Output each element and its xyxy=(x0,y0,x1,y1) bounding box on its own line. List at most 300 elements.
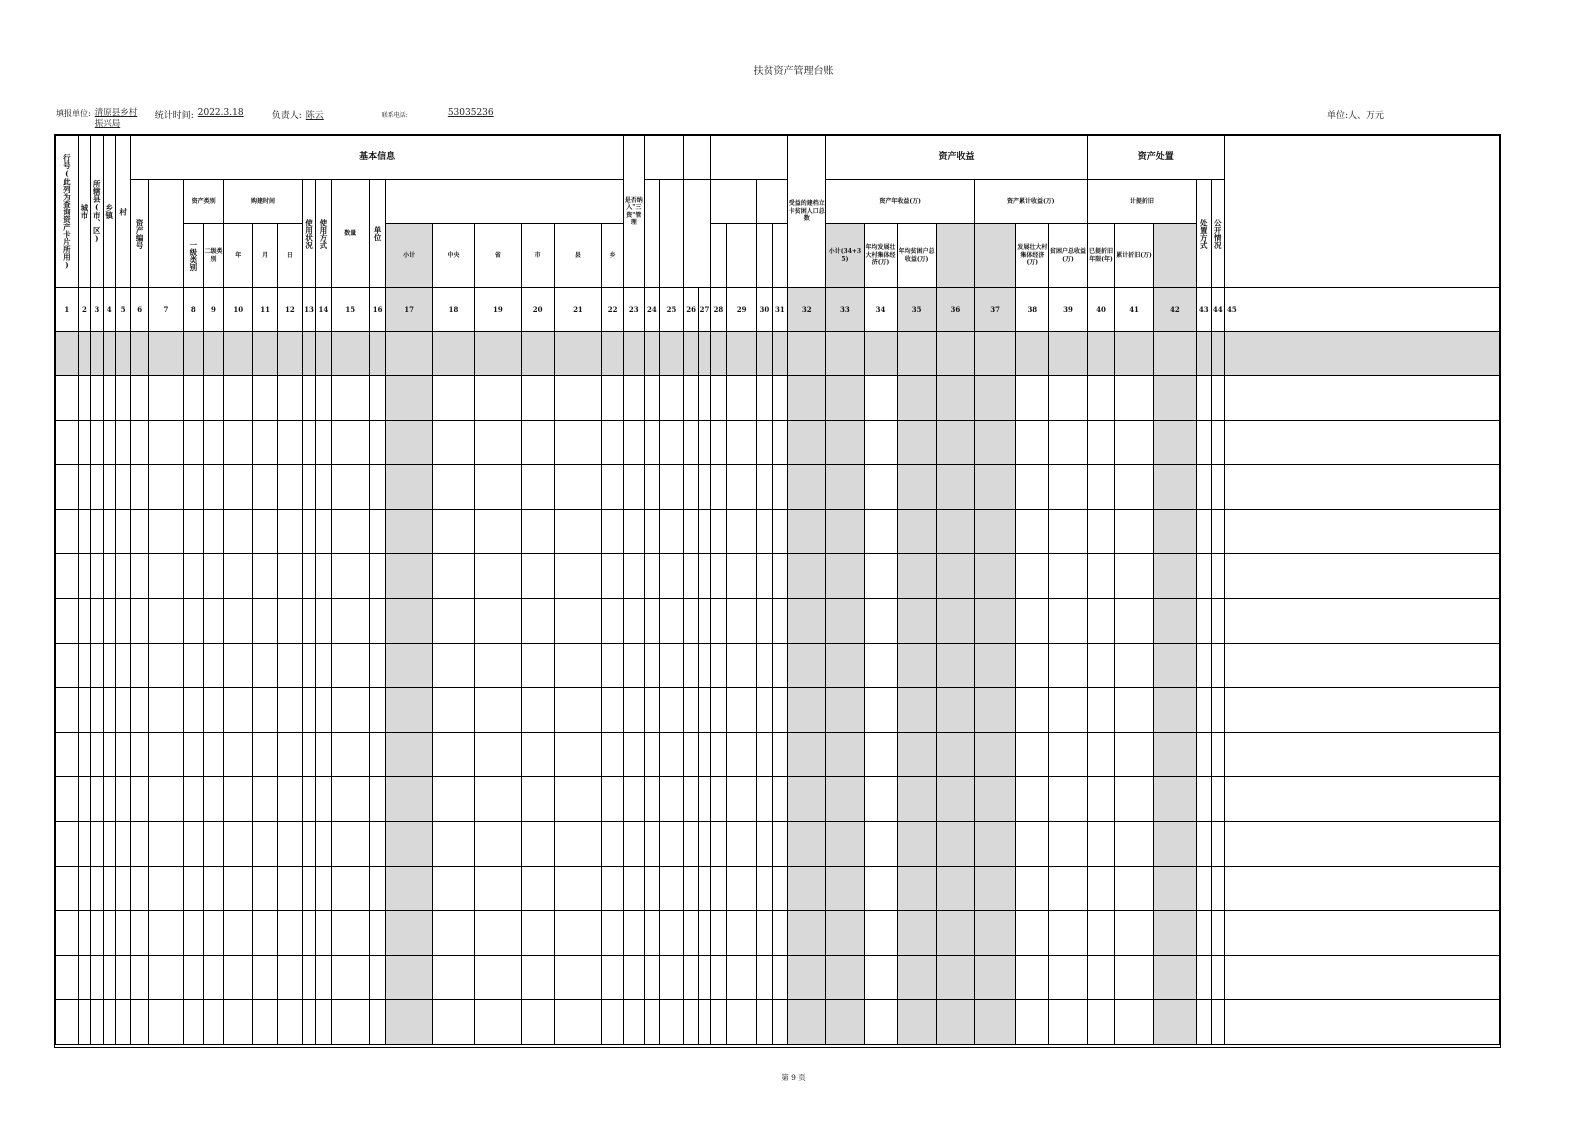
table-cell xyxy=(788,509,826,554)
table-cell xyxy=(757,1000,772,1045)
table-cell xyxy=(432,643,474,688)
table-cell xyxy=(644,465,659,510)
table-row xyxy=(56,376,1500,421)
table-cell xyxy=(203,554,224,599)
table-cell xyxy=(1049,643,1087,688)
table-cell xyxy=(1224,465,1499,510)
column-number: 32 xyxy=(788,288,826,332)
table-cell xyxy=(554,732,602,777)
table-cell xyxy=(316,465,331,510)
table-cell xyxy=(699,1000,710,1045)
hdr-cum-sub xyxy=(975,224,1016,288)
table-cell xyxy=(316,509,331,554)
table-cell xyxy=(1224,688,1499,733)
table-cell xyxy=(277,420,302,465)
total-cell xyxy=(554,332,602,376)
table-cell xyxy=(1211,643,1224,688)
table-cell xyxy=(772,598,787,643)
total-cell xyxy=(1049,332,1087,376)
table-cell xyxy=(78,866,90,911)
table-cell xyxy=(253,866,278,911)
table-cell xyxy=(660,955,684,1000)
table-cell xyxy=(277,1000,302,1045)
table-cell xyxy=(369,866,386,911)
table-cell xyxy=(91,955,103,1000)
table-cell xyxy=(224,420,253,465)
table-cell xyxy=(203,955,224,1000)
table-cell xyxy=(975,732,1016,777)
table-row xyxy=(56,643,1500,688)
hdr-dep-cum: 累计折旧(万) xyxy=(1115,224,1153,288)
column-number: 25 xyxy=(660,288,684,332)
table-cell xyxy=(975,509,1016,554)
column-number: 42 xyxy=(1153,288,1196,332)
table-cell xyxy=(91,465,103,510)
column-number: 9 xyxy=(203,288,224,332)
total-cell xyxy=(369,332,386,376)
table-cell xyxy=(115,420,130,465)
table-cell xyxy=(1115,732,1153,777)
table-cell xyxy=(91,509,103,554)
table-cell xyxy=(826,465,864,510)
table-cell xyxy=(103,955,115,1000)
table-cell xyxy=(253,420,278,465)
table-cell xyxy=(475,598,521,643)
table-cell xyxy=(1197,732,1211,777)
column-number: 37 xyxy=(975,288,1016,332)
table-cell xyxy=(975,376,1016,421)
table-cell xyxy=(224,732,253,777)
table-cell xyxy=(1016,1000,1049,1045)
total-cell xyxy=(148,332,183,376)
hdr-op-type xyxy=(710,224,727,288)
table-cell xyxy=(253,688,278,733)
column-number: 14 xyxy=(316,288,331,332)
table-cell xyxy=(936,732,974,777)
total-cell xyxy=(56,332,79,376)
table-cell xyxy=(699,866,710,911)
table-cell xyxy=(1197,554,1211,599)
table-cell xyxy=(864,777,897,822)
table-cell xyxy=(554,376,602,421)
table-cell xyxy=(369,732,386,777)
table-cell xyxy=(897,509,936,554)
table-cell xyxy=(253,777,278,822)
table-cell xyxy=(864,643,897,688)
table-cell xyxy=(148,1000,183,1045)
table-cell xyxy=(683,911,698,956)
column-number: 2 xyxy=(78,288,90,332)
table-cell xyxy=(316,777,331,822)
column-number: 22 xyxy=(602,288,624,332)
table-cell xyxy=(772,420,787,465)
table-row xyxy=(56,688,1500,733)
table-row xyxy=(56,955,1500,1000)
table-cell xyxy=(277,911,302,956)
table-cell xyxy=(644,554,659,599)
table-cell xyxy=(56,643,79,688)
table-cell xyxy=(475,509,521,554)
table-cell xyxy=(316,866,331,911)
table-cell xyxy=(554,866,602,911)
table-cell xyxy=(131,598,149,643)
table-cell xyxy=(203,509,224,554)
total-cell xyxy=(203,332,224,376)
table-cell xyxy=(1016,509,1049,554)
table-cell xyxy=(56,732,79,777)
table-cell xyxy=(277,598,302,643)
table-cell xyxy=(475,688,521,733)
table-cell xyxy=(710,732,727,777)
table-cell xyxy=(1211,376,1224,421)
table-cell xyxy=(103,777,115,822)
table-cell xyxy=(432,376,474,421)
hdr-type1: 一级类别 xyxy=(184,224,204,288)
table-cell xyxy=(699,509,710,554)
table-cell xyxy=(475,866,521,911)
table-cell xyxy=(203,465,224,510)
table-cell xyxy=(1049,376,1087,421)
table-cell xyxy=(184,821,204,866)
table-cell xyxy=(897,911,936,956)
table-cell xyxy=(826,598,864,643)
table-cell xyxy=(331,465,369,510)
table-cell xyxy=(1224,911,1499,956)
table-cell xyxy=(788,777,826,822)
table-cell xyxy=(103,911,115,956)
table-cell xyxy=(772,821,787,866)
table-cell xyxy=(184,1000,204,1045)
table-cell xyxy=(184,866,204,911)
table-cell xyxy=(386,420,432,465)
table-cell xyxy=(683,866,698,911)
table-cell xyxy=(1197,509,1211,554)
table-cell xyxy=(644,777,659,822)
table-cell xyxy=(727,955,757,1000)
table-cell xyxy=(602,688,624,733)
table-cell xyxy=(727,688,757,733)
table-cell xyxy=(772,955,787,1000)
table-cell xyxy=(148,554,183,599)
table-cell xyxy=(386,911,432,956)
table-cell xyxy=(1115,643,1153,688)
table-cell xyxy=(184,955,204,1000)
table-cell xyxy=(78,554,90,599)
table-cell xyxy=(699,821,710,866)
table-cell xyxy=(1087,1000,1115,1045)
hdr-maint-entity xyxy=(757,180,788,224)
table-cell xyxy=(864,866,897,911)
table-cell xyxy=(224,777,253,822)
table-cell xyxy=(757,911,772,956)
table-cell xyxy=(253,955,278,1000)
table-cell xyxy=(432,688,474,733)
total-cell xyxy=(699,332,710,376)
table-cell xyxy=(1153,732,1196,777)
column-number: 35 xyxy=(897,288,936,332)
table-cell xyxy=(432,911,474,956)
table-cell xyxy=(78,732,90,777)
total-cell xyxy=(1224,332,1499,376)
table-cell xyxy=(623,821,644,866)
table-cell xyxy=(727,911,757,956)
table-cell xyxy=(710,376,727,421)
table-cell xyxy=(184,643,204,688)
table-cell xyxy=(148,643,183,688)
table-cell xyxy=(710,598,727,643)
table-cell xyxy=(826,688,864,733)
table-cell xyxy=(115,955,130,1000)
table-cell xyxy=(897,821,936,866)
table-cell xyxy=(710,1000,727,1045)
table-cell xyxy=(521,866,554,911)
table-cell xyxy=(826,509,864,554)
unit-value: 清原县乡村振兴局 xyxy=(94,108,138,129)
table-cell xyxy=(1049,509,1087,554)
table-cell xyxy=(1211,420,1224,465)
table-cell xyxy=(521,732,554,777)
hdr-town-fund: 乡 xyxy=(602,224,624,288)
column-number: 15 xyxy=(331,288,369,332)
table-cell xyxy=(975,554,1016,599)
column-number: 43 xyxy=(1197,288,1211,332)
table-cell xyxy=(475,376,521,421)
table-cell xyxy=(757,420,772,465)
table-cell xyxy=(131,1000,149,1045)
hdr-op-name xyxy=(727,224,757,288)
table-cell xyxy=(1153,465,1196,510)
table-cell xyxy=(277,465,302,510)
table-cell xyxy=(757,509,772,554)
table-cell xyxy=(757,955,772,1000)
table-cell xyxy=(1087,688,1115,733)
table-cell xyxy=(1153,509,1196,554)
table-cell xyxy=(936,1000,974,1045)
table-cell xyxy=(1016,777,1049,822)
table-cell xyxy=(864,821,897,866)
table-cell xyxy=(1049,554,1087,599)
table-cell xyxy=(253,821,278,866)
table-cell xyxy=(1049,598,1087,643)
table-cell xyxy=(78,420,90,465)
table-cell xyxy=(1224,821,1499,866)
table-cell xyxy=(184,509,204,554)
table-cell xyxy=(91,911,103,956)
table-cell xyxy=(602,821,624,866)
table-cell xyxy=(1211,1000,1224,1045)
table-cell xyxy=(1115,509,1153,554)
table-cell xyxy=(826,732,864,777)
table-cell xyxy=(316,420,331,465)
table-cell xyxy=(1016,688,1049,733)
table-cell xyxy=(521,955,554,1000)
column-number: 38 xyxy=(1016,288,1049,332)
total-cell xyxy=(521,332,554,376)
table-cell xyxy=(103,598,115,643)
table-cell xyxy=(148,911,183,956)
table-cell xyxy=(253,598,278,643)
table-cell xyxy=(277,376,302,421)
table-cell xyxy=(331,376,369,421)
column-number: 40 xyxy=(1087,288,1115,332)
table-cell xyxy=(432,465,474,510)
table-row xyxy=(56,1000,1500,1045)
table-cell xyxy=(131,955,149,1000)
table-cell xyxy=(602,777,624,822)
table-cell xyxy=(131,732,149,777)
hdr-disp-mode: 处置方式 xyxy=(1197,180,1211,288)
table-cell xyxy=(56,688,79,733)
table-cell xyxy=(727,777,757,822)
table-cell xyxy=(936,821,974,866)
table-cell xyxy=(131,509,149,554)
table-cell xyxy=(432,821,474,866)
table-cell xyxy=(683,688,698,733)
table-cell xyxy=(1115,688,1153,733)
table-cell xyxy=(56,777,79,822)
table-cell xyxy=(864,598,897,643)
asset-ledger-table xyxy=(54,134,1501,1048)
table-cell xyxy=(184,465,204,510)
column-number: 36 xyxy=(936,288,974,332)
table-cell xyxy=(975,955,1016,1000)
table-cell xyxy=(897,554,936,599)
total-cell xyxy=(78,332,90,376)
meta-line xyxy=(56,108,494,130)
table-cell xyxy=(623,554,644,599)
table-cell xyxy=(699,420,710,465)
table-cell xyxy=(683,509,698,554)
total-cell xyxy=(115,332,130,376)
table-cell xyxy=(1224,732,1499,777)
column-number: 33 xyxy=(826,288,864,332)
table-cell xyxy=(331,509,369,554)
table-cell xyxy=(148,376,183,421)
table-cell xyxy=(727,821,757,866)
table-cell xyxy=(224,955,253,1000)
table-cell xyxy=(1197,866,1211,911)
total-cell xyxy=(683,332,698,376)
table-cell xyxy=(788,688,826,733)
table-cell xyxy=(224,643,253,688)
total-cell xyxy=(184,332,204,376)
table-cell xyxy=(772,866,787,911)
table-cell xyxy=(115,509,130,554)
table-cell xyxy=(369,465,386,510)
table-cell xyxy=(1049,732,1087,777)
table-cell xyxy=(1224,509,1499,554)
total-cell xyxy=(1211,332,1224,376)
unit-label: 填报单位: xyxy=(56,109,91,118)
table-cell xyxy=(103,821,115,866)
table-cell xyxy=(710,465,727,510)
table-cell xyxy=(115,376,130,421)
column-number: 13 xyxy=(302,288,315,332)
table-cell xyxy=(316,554,331,599)
table-cell xyxy=(115,554,130,599)
table-cell xyxy=(386,955,432,1000)
table-cell xyxy=(475,777,521,822)
table-cell xyxy=(1016,420,1049,465)
hdr-public: 公开情况 xyxy=(1211,180,1224,288)
table-cell xyxy=(148,955,183,1000)
table-cell xyxy=(727,1000,757,1045)
table-cell xyxy=(644,821,659,866)
table-cell xyxy=(826,821,864,866)
table-cell xyxy=(1197,688,1211,733)
table-cell xyxy=(277,955,302,1000)
table-cell xyxy=(131,777,149,822)
table-cell xyxy=(331,955,369,1000)
table-cell xyxy=(78,1000,90,1045)
table-cell xyxy=(623,1000,644,1045)
hdr-own-type xyxy=(644,180,659,288)
table-cell xyxy=(683,643,698,688)
table-cell xyxy=(1224,554,1499,599)
table-cell xyxy=(277,688,302,733)
table-cell xyxy=(757,732,772,777)
table-cell xyxy=(386,1000,432,1045)
table-cell xyxy=(864,420,897,465)
total-cell xyxy=(788,332,826,376)
column-number: 7 xyxy=(148,288,183,332)
table-cell xyxy=(710,955,727,1000)
table-cell xyxy=(432,598,474,643)
table-cell xyxy=(203,866,224,911)
table-cell xyxy=(727,554,757,599)
table-cell xyxy=(432,554,474,599)
table-cell xyxy=(78,821,90,866)
table-cell xyxy=(1016,955,1049,1000)
table-cell xyxy=(184,911,204,956)
table-cell xyxy=(1224,420,1499,465)
table-cell xyxy=(1153,821,1196,866)
table-cell xyxy=(131,911,149,956)
table-cell xyxy=(1153,777,1196,822)
table-cell xyxy=(683,955,698,1000)
table-cell xyxy=(826,376,864,421)
table-cell xyxy=(369,911,386,956)
table-cell xyxy=(864,955,897,1000)
table-cell xyxy=(386,598,432,643)
table-cell xyxy=(772,688,787,733)
table-cell xyxy=(644,866,659,911)
table-cell xyxy=(699,376,710,421)
table-cell xyxy=(660,866,684,911)
table-cell xyxy=(554,1000,602,1045)
table-cell xyxy=(864,911,897,956)
total-cell xyxy=(91,332,103,376)
table-cell xyxy=(699,955,710,1000)
table-cell xyxy=(184,376,204,421)
table-cell xyxy=(148,866,183,911)
total-cell xyxy=(826,332,864,376)
table-cell xyxy=(1197,598,1211,643)
table-cell xyxy=(521,911,554,956)
table-cell xyxy=(475,955,521,1000)
total-cell xyxy=(975,332,1016,376)
table-cell xyxy=(602,598,624,643)
table-cell xyxy=(554,821,602,866)
table-cell xyxy=(78,911,90,956)
table-cell xyxy=(331,911,369,956)
table-cell xyxy=(369,821,386,866)
table-cell xyxy=(184,420,204,465)
table-cell xyxy=(826,643,864,688)
table-cell xyxy=(975,821,1016,866)
column-number: 12 xyxy=(277,288,302,332)
table-cell xyxy=(554,598,602,643)
